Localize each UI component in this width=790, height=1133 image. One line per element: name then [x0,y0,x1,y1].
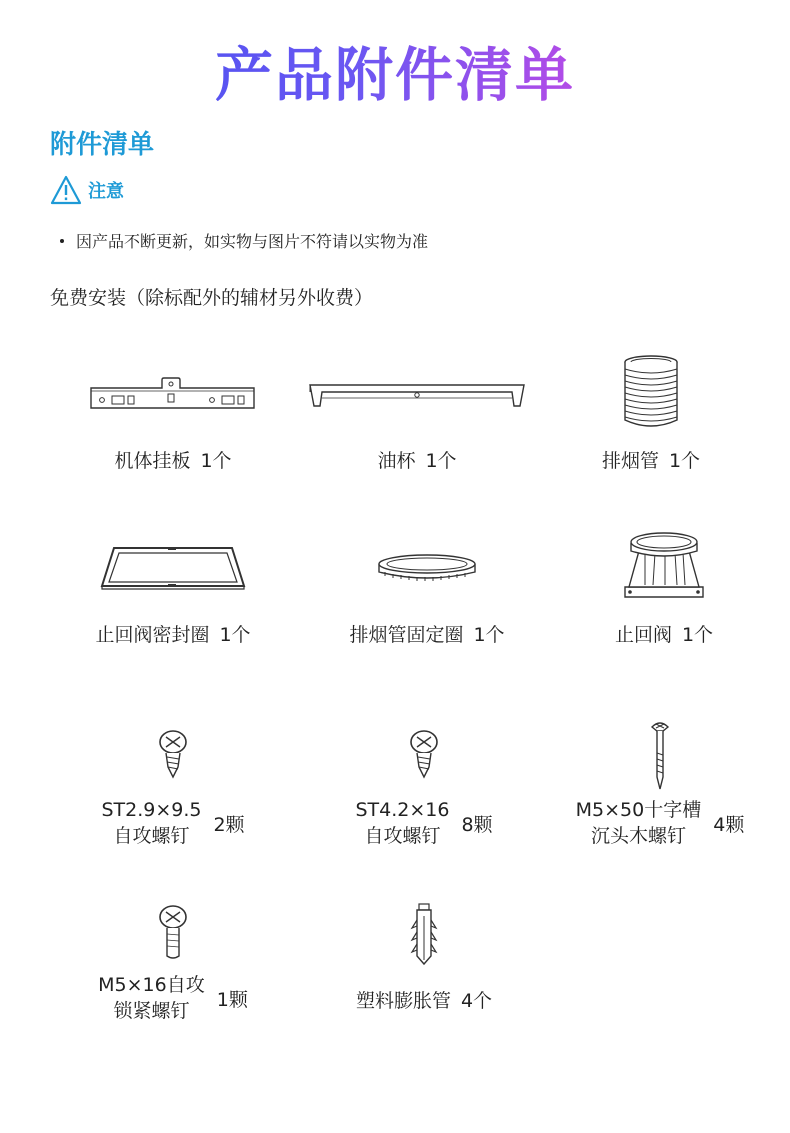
item-qty: 8颗 [461,813,493,836]
item-qty: 1个 [200,450,232,472]
check-valve-seal-icon [98,544,248,592]
item-qty: 2颗 [213,813,245,836]
item-name: 排烟管固定圈 [349,624,464,646]
item-name: 塑料膨胀管 [355,990,451,1012]
notice-header [50,174,124,206]
item-name: 排烟管 [601,450,659,472]
item-spec: ST2.9×9.5 [101,799,202,821]
notice-text: 因产品不断更新，如实物与图片不符请以实物为准 [76,232,429,251]
item-name: 止回阀密封圈 [95,624,210,646]
item-qty: 1个 [425,450,457,472]
item-name: 机体挂板 [114,450,191,472]
item-qty: 1颗 [216,988,248,1011]
locking-screw-icon [157,904,189,960]
item-spec: ST4.2×16 [355,799,450,821]
self-tapping-screw-icon [407,729,441,779]
item-name: 油杯 [377,450,416,472]
item-qty: 1个 [473,624,505,646]
item-name: 自攻螺钉 [364,825,441,847]
install-note: 免费安装（除标配外的辅材另外收费） [50,287,374,309]
item-qty: 1个 [668,450,701,472]
notice-bullet [60,229,428,252]
notice-label: 注意 [88,181,124,202]
warning-triangle-icon [50,175,82,205]
item-name: 锁紧螺钉 [113,1000,190,1022]
item-spec: M5×16自攻 [98,974,205,996]
check-valve-icon [619,529,709,601]
section-title: 附件清单 [50,130,155,160]
oil-cup-icon [306,380,528,410]
self-tapping-screw-icon [156,729,190,779]
item-qty: 1个 [681,624,714,646]
exhaust-pipe-icon [621,354,681,428]
item-qty: 4个 [460,990,493,1012]
wood-screw-icon [650,719,670,791]
plastic-anchor-icon [409,902,439,966]
item-spec: M5×50十字槽 [575,799,702,821]
item-qty: 4颗 [713,813,745,836]
item-qty: 1个 [219,624,251,646]
item-name: 止回阀 [614,624,672,646]
item-name: 自攻螺钉 [113,825,190,847]
item-name: 沉头木螺钉 [590,825,686,847]
mounting-bracket-icon [88,376,258,410]
page-title: 产品附件清单 [0,28,790,112]
pipe-fixing-ring-icon [375,550,479,584]
